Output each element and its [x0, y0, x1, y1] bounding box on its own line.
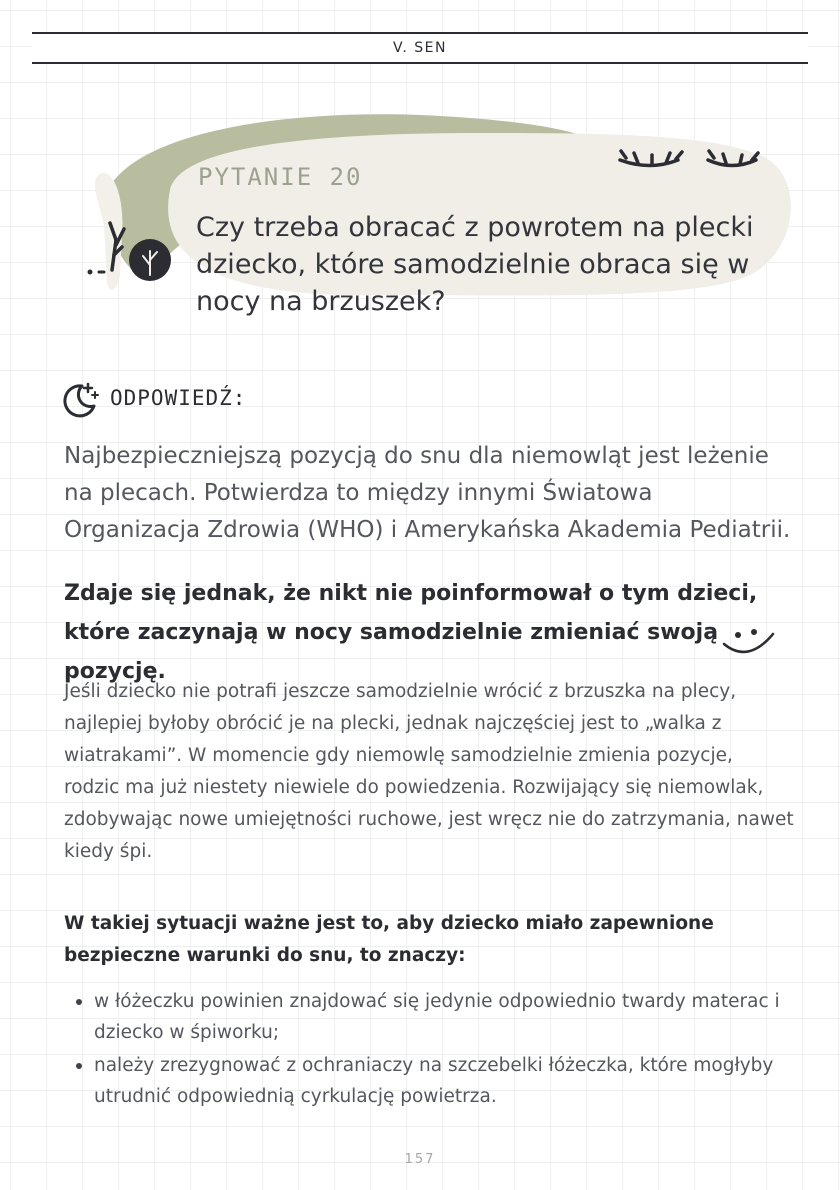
list-item: [64, 986, 794, 1048]
list-item: [64, 1050, 794, 1112]
answer-paragraph-conditions: W takiej sytuacji ważne jest to, aby dziecko miało zapewnione bezpieczne warunki do snu, to znaczy:: [64, 913, 714, 966]
bullet-icon: [76, 1063, 82, 1069]
chapter-title: V. SEN: [393, 40, 447, 56]
answer-label: ODPOWIEDŹ:: [110, 386, 247, 410]
conditions-list: [64, 986, 794, 1114]
answer-paragraph-body: Jeśli dziecko nie potrafi jeszcze samodzielnie wrócić z brzuszka na plecy, najlepiej byłoby obrócić je na plecki, jednak najczęściej jest to „walka z wiatrakami”. W momencie gdy niemowlę samodzielnie zmienia pozycje, rodzic ma już niestety niewiele do powiedzenia. Rozwijający się niemowlak, zdobywając nowe umiejętności ruchowe, jest wręcz nie do zatrzymania, nawet kiedy śpi.: [64, 681, 794, 862]
chapter-header: [32, 32, 808, 64]
question-number: PYTANIE 20: [198, 163, 363, 191]
moon-stars-icon: [58, 378, 102, 422]
list-item-text: należy zrezygnować z ochraniaczy na szczebelki łóżeczka, które mogłyby utrudnić odpowiednią cyrkulację powietrza.: [94, 1055, 774, 1107]
answer-paragraph-emphasis: Zdaje się jednak, że nikt nie poinformował o tym dzieci, które zaczynają w nocy samodzielnie zmieniać swoją pozycję.: [64, 581, 758, 684]
smiley-face-icon: [718, 622, 778, 662]
question-box: [60, 105, 800, 320]
question-text: Czy trzeba obracać z powrotem na plecki dziecko, które samodzielnie obraca się w nocy na brzuszek?: [196, 212, 754, 317]
dot-icon: [88, 270, 93, 275]
bullet-icon: [76, 999, 82, 1005]
page-number: 157: [404, 1152, 436, 1167]
answer-paragraph-intro: Najbezpieczniejszą pozycją do snu dla niemowląt jest leżenie na plecach. Potwierdza to między innymi Światowa Organizacja Zdrowia (WHO) i Amerykańska Akademia Pediatrii.: [64, 443, 791, 543]
answer-heading: [58, 378, 358, 422]
list-item-text: w łóżeczku powinien znajdować się jedynie odpowiednio twardy materac i dziecko w śpiworku;: [94, 991, 780, 1043]
